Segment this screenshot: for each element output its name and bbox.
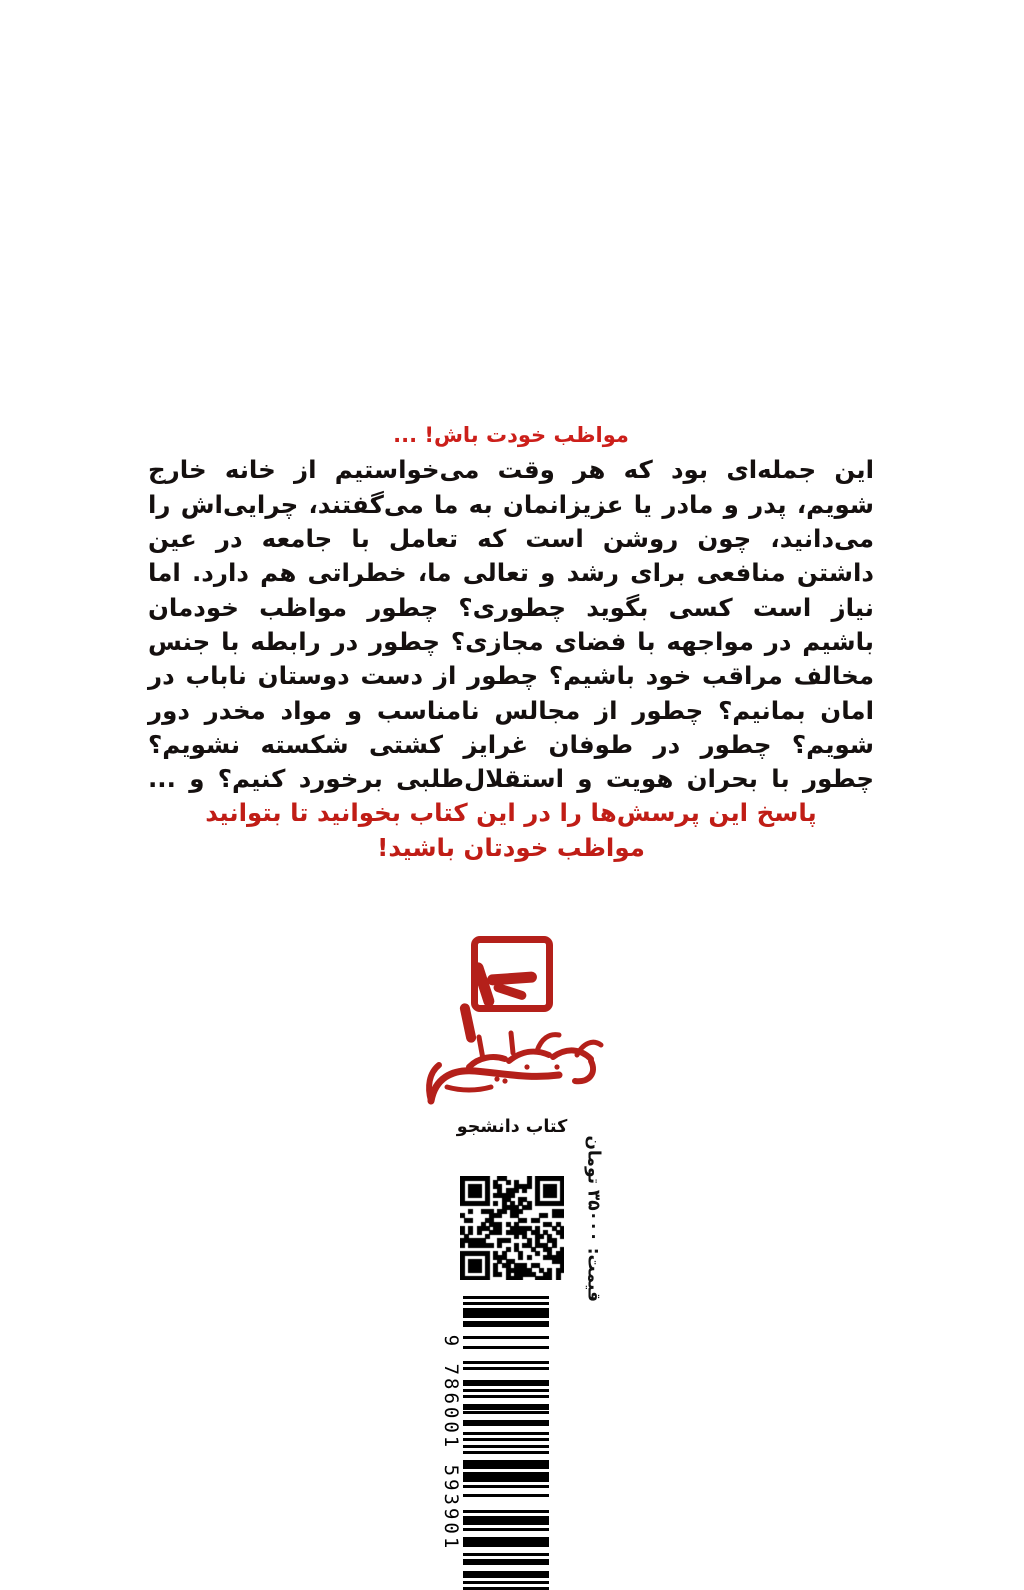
seal-square-icon (471, 936, 553, 1012)
seal-stroke-icon (492, 982, 527, 1001)
qr-code[interactable] (460, 1176, 564, 1280)
qr-code-canvas (460, 1176, 564, 1280)
ean13-barcode (463, 1296, 549, 1590)
publisher-logo-block (402, 930, 622, 1137)
barcode-block (437, 1135, 603, 1590)
blurb-closing (148, 796, 874, 865)
blurb-body-text: این جمله‌ای بود که هر وقت می‌خواستیم از خانه خارج شویم، پدر و مادر یا عزیزانمان به ما می‌گفتند، چرایی‌اش را می‌دانید، چون روشن است که تعامل با جامعه در عین داشتن منافعی برای رشد و تعالی ما، خطراتی هم دارد. اما نیاز است کسی بگوید چطوری؟ چطور مواظب خودمان باشیم در مواجهه با فضای مجازی؟ چطور در رابطه با جنس مخالف مراقب خود باشیم؟ چطور از دست دوستان ناباب در امان بمانیم؟ چطور از مجالس نامناسب و مواد مخدر دور شویم؟ چطور در طوفان غرایز کشتی شکسته نشویم؟ چطور با بحران هویت و استقلال‌طلبی برخورد کنیم؟ و ... (148, 455, 874, 794)
nastaliq-script-icon (417, 1017, 607, 1109)
price-label: قیمت: ۳۵۰۰۰ تومان (583, 1135, 603, 1302)
publisher-imprint-label: کتاب دانشجو (456, 1117, 568, 1137)
barcode-rotated-group (437, 1296, 549, 1590)
blurb-closing-line-1: پاسخ این پرسش‌ها را در این کتاب بخوانید تا بتوانید (205, 798, 817, 828)
blurb-heading: مواظب خودت باش! ... (393, 423, 629, 447)
publisher-logo-icon (412, 930, 612, 1115)
barcode-digits-label: 9 786001 593901 (440, 1334, 462, 1552)
blurb-closing-line-2: مواظب خودتان باشید! (377, 832, 645, 862)
back-cover-blurb (148, 420, 874, 865)
